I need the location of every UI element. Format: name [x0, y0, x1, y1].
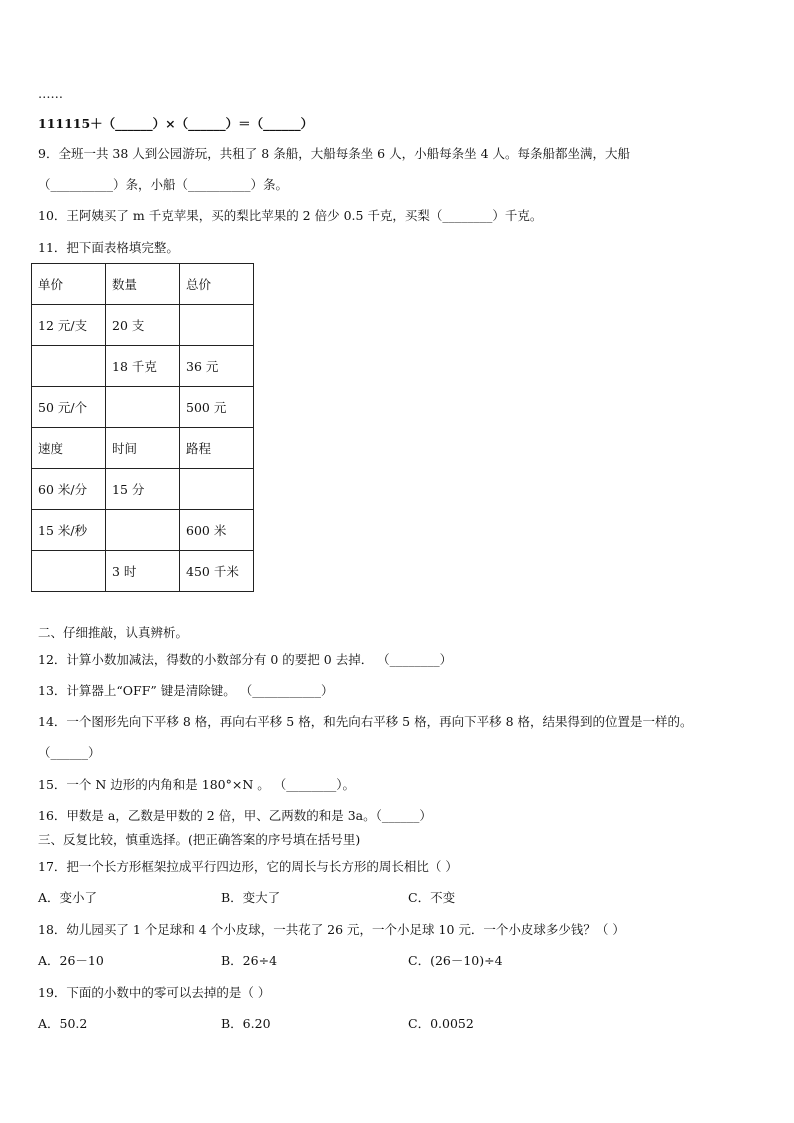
option-c[interactable]: C．0.0052 [408, 1016, 474, 1031]
table-cell: 总价 [180, 264, 254, 305]
table-row [32, 346, 254, 387]
question-14-line-1: 14．一个图形先向下平移 8 格，再向右平移 5 格，和先向右平移 5 格，再向下平移 8 格，结果得到的位置是一样的。 [38, 714, 693, 729]
question-10: 10．王阿姨买了 m 千克苹果，买的梨比苹果的 2 倍少 0.5 千克，买梨（________）千克。 [38, 208, 543, 223]
table-cell [106, 387, 180, 428]
option-b[interactable]: B．变大了 [221, 890, 281, 905]
table-cell: 时间 [106, 428, 180, 469]
table-cell [32, 346, 106, 387]
question-12: 12．计算小数加减法，得数的小数部分有 0 的要把 0 去掉． （________） [38, 652, 453, 667]
table-row [32, 305, 254, 346]
question-19: 19．下面的小数中的零可以去掉的是（ ） [38, 985, 271, 1000]
table-row [32, 264, 254, 305]
table-cell [32, 551, 106, 592]
equation-line: 111115＋（______）×（______）＝（______） [38, 116, 314, 131]
table-cell: 12 元/支 [32, 305, 106, 346]
table-cell: 数量 [106, 264, 180, 305]
table-row [32, 469, 254, 510]
table-row [32, 551, 254, 592]
table-cell: 450 千米 [180, 551, 254, 592]
option-c[interactable]: C．(26－10)÷4 [408, 953, 503, 968]
question-19-options [38, 1016, 738, 1032]
table-cell: 速度 [32, 428, 106, 469]
question-13: 13．计算器上“OFF” 键是清除键。 （___________） [38, 683, 334, 698]
table-cell: 3 时 [106, 551, 180, 592]
table-row [32, 387, 254, 428]
question-18-options [38, 953, 738, 969]
question-16: 16．甲数是 a，乙数是甲数的 2 倍，甲、乙两数的和是 3a。（______） [38, 808, 432, 823]
option-a[interactable]: A．50.2 [38, 1016, 88, 1031]
question-11: 11．把下面表格填完整。 [38, 240, 179, 255]
section-3-title: 三、反复比较，慎重选择。(把正确答案的序号填在括号里) [38, 832, 361, 847]
table-cell: 路程 [180, 428, 254, 469]
table-cell [180, 469, 254, 510]
option-b[interactable]: B．26÷4 [221, 953, 278, 968]
table-cell: 36 元 [180, 346, 254, 387]
table-cell [180, 305, 254, 346]
table-cell: 18 千克 [106, 346, 180, 387]
option-a[interactable]: A．26－10 [38, 953, 104, 968]
table-row [32, 510, 254, 551]
question-9-line-2: （__________）条，小船（__________）条。 [38, 177, 289, 192]
option-a[interactable]: A．变小了 [38, 890, 98, 905]
question-15: 15．一个 N 边形的内角和是 180°×N 。 （________）。 [38, 777, 355, 792]
table-cell: 15 分 [106, 469, 180, 510]
question-17: 17．把一个长方形框架拉成平行四边形，它的周长与长方形的周长相比（ ） [38, 859, 458, 874]
option-b[interactable]: B．6.20 [221, 1016, 271, 1031]
ellipsis-text: …… [38, 86, 63, 101]
table-cell: 20 支 [106, 305, 180, 346]
section-2-title: 二、仔细推敲，认真辨析。 [38, 625, 189, 640]
table-cell: 600 米 [180, 510, 254, 551]
question-9-line-1: 9．全班一共 38 人到公园游玩，共租了 8 条船，大船每条坐 6 人，小船每条坐 4 人。每条船都坐满，大船 [38, 146, 631, 161]
option-c[interactable]: C．不变 [408, 890, 456, 905]
table-cell: 60 米/分 [32, 469, 106, 510]
question-18: 18．幼儿园买了 1 个足球和 4 个小皮球，一共花了 26 元，一个小足球 10 元．一个小皮球多少钱？（ ） [38, 922, 625, 937]
table-cell: 15 米/秒 [32, 510, 106, 551]
table-cell: 50 元/个 [32, 387, 106, 428]
question-17-options [38, 890, 738, 906]
table-row [32, 428, 254, 469]
fill-in-table [31, 263, 254, 592]
table-cell [106, 510, 180, 551]
question-14-line-2: （______） [38, 745, 101, 760]
table-cell: 单价 [32, 264, 106, 305]
table-cell: 500 元 [180, 387, 254, 428]
